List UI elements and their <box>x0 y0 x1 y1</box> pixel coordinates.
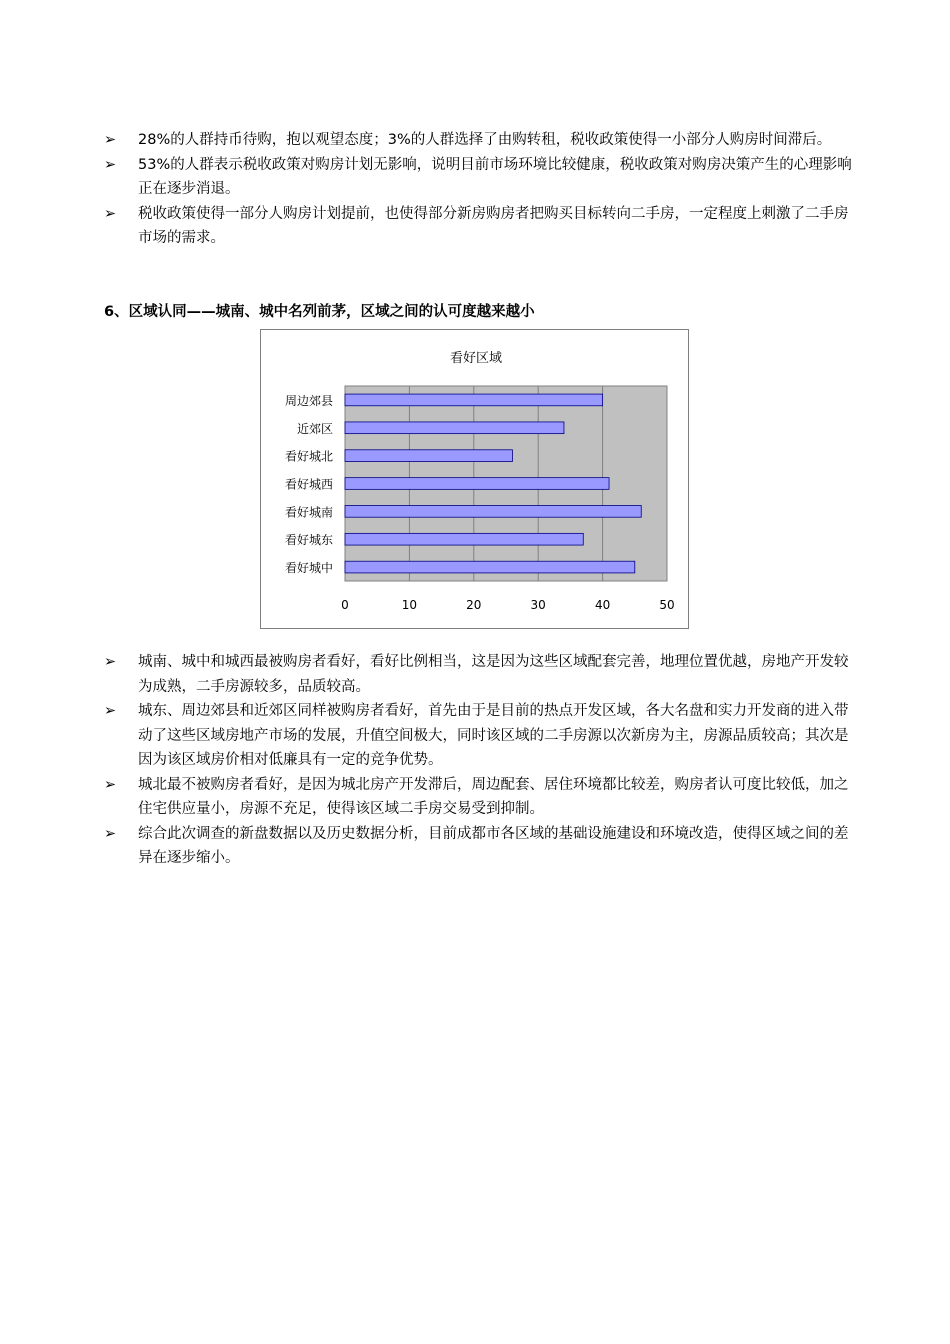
x-tick-label: 10 <box>401 598 418 612</box>
list-item-text: 城北最不被购房者看好，是因为城北房产开发滞后，周边配套、居住环境都比较差，购房者认可度比较低，加之住宅供应量小，房源不充足，使得该区域二手房交易受到抑制。 <box>138 776 849 817</box>
x-tick-label: 40 <box>594 598 611 612</box>
arrow-bullet-icon: ➢ <box>104 825 117 842</box>
category-label: 看好城南 <box>284 505 333 520</box>
bar <box>345 561 635 573</box>
list-item-text: 城南、城中和城西最被购房者看好，看好比例相当，这是因为这些区域配套完善，地理位置优越，房地产开发较为成熟，二手房源较多，品质较高。 <box>138 654 849 695</box>
arrow-bullet-icon: ➢ <box>104 654 117 670</box>
category-label: 看好城中 <box>284 561 333 576</box>
category-label: 看好城北 <box>284 449 333 464</box>
bar <box>345 533 583 545</box>
category-label: 看好城东 <box>284 533 333 548</box>
list-item <box>104 650 860 699</box>
list-item <box>104 202 860 251</box>
top-bullet-list <box>104 128 860 251</box>
arrow-bullet-icon: ➢ <box>104 205 117 222</box>
category-label: 看好城西 <box>284 477 333 492</box>
bar <box>345 450 512 462</box>
list-item <box>104 699 860 773</box>
list-item <box>104 822 860 871</box>
x-tick-label: 0 <box>341 598 349 612</box>
chart-title: 看好区域 <box>449 351 503 366</box>
section-heading: 6、区域认同——城南、城中名列前茅，区域之间的认可度越来越小 <box>104 304 535 320</box>
arrow-bullet-icon: ➢ <box>104 132 117 148</box>
bar <box>345 478 609 490</box>
list-item-text: 城东、周边郊县和近郊区同样被购房者看好，首先由于是目前的热点开发区域，各大名盘和实力开发商的进入带动了这些区域房地产市场的发展，升值空间极大，同时该区域的二手房源以次新房为主，房源品质较高；其次是因为该区域房价相对低廉具有一定的竞争优势。 <box>138 703 849 768</box>
bar <box>345 422 564 434</box>
list-item-text: 53%的人群表示税收政策对购房计划无影响，说明目前市场环境比较健康，税收政策对购房决策产生的心理影响正在逐步消退。 <box>138 156 852 197</box>
chart-canvas <box>261 330 688 628</box>
category-label: 近郊区 <box>296 421 333 436</box>
list-item-text: 综合此次调查的新盘数据以及历史数据分析，目前成都市各区域的基础设施建设和环境改造，使得区域之间的差异在逐步缩小。 <box>138 825 849 866</box>
list-item <box>104 153 860 202</box>
x-tick-label: 20 <box>466 598 482 612</box>
x-tick-label: 30 <box>530 598 546 612</box>
bar <box>345 394 603 406</box>
bar <box>345 506 641 518</box>
list-item <box>104 128 860 153</box>
x-tick-label: 50 <box>659 598 675 612</box>
list-item-text: 税收政策使得一部分人购房计划提前，也使得部分新房购房者把购买目标转向二手房，一定程度上刺激了二手房市场的需求。 <box>138 205 849 246</box>
list-item <box>104 773 860 822</box>
bottom-bullet-list <box>104 650 860 871</box>
category-label: 周边郊县 <box>284 393 333 408</box>
arrow-bullet-icon: ➢ <box>104 776 117 793</box>
list-item-text: 28%的人群持币待购，抱以观望态度；3%的人群选择了由购转租，税收政策使得一小部分人购房时间滞后。 <box>138 132 832 148</box>
arrow-bullet-icon: ➢ <box>104 703 117 719</box>
region-bar-chart <box>260 329 689 629</box>
arrow-bullet-icon: ➢ <box>104 156 117 173</box>
